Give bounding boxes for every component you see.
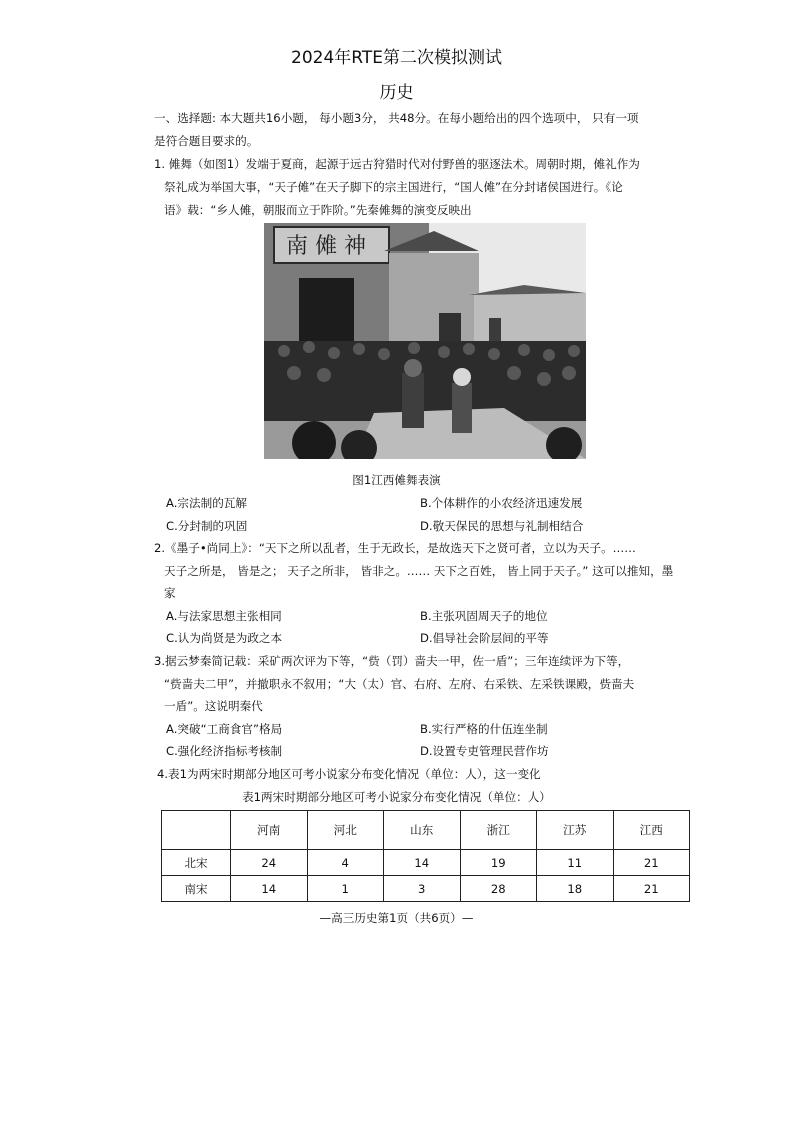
q3-option-c[interactable]: C.强化经济指标考核制	[166, 744, 283, 758]
table-row-label: 北宋	[162, 850, 231, 876]
table-cell: 14	[231, 876, 308, 902]
q3-stem-line-2: “赀啬夫二甲”，并撤职永不叙用；“大（太）官、右府、左府、右采铁、左采铁课殿，赀啬夫	[164, 677, 635, 691]
table-cell: 18	[537, 876, 614, 902]
table-header-cell: 山东	[384, 811, 461, 850]
figure-1-caption: 图1江西傩舞表演	[352, 473, 441, 487]
q1-stem-line-3: 语》载：“乡人傩，朝服而立于阼阶。”先秦傩舞的演变反映出	[164, 203, 472, 217]
q1-option-a[interactable]: A.宗法制的瓦解	[166, 496, 247, 510]
temple-sign: 南 傩 神	[286, 234, 366, 259]
q3-option-d[interactable]: D.设置专吏管理民营作坊	[420, 744, 549, 758]
table-cell: 19	[460, 850, 537, 876]
table-cell: 3	[384, 876, 461, 902]
table-cell: 1	[307, 876, 384, 902]
table-cell: 21	[613, 850, 690, 876]
table-cell: 28	[460, 876, 537, 902]
q2-stem-line-3: 家	[164, 586, 176, 600]
q2-option-b[interactable]: B.主张巩固周天子的地位	[420, 609, 548, 623]
nuo-dance-photo	[264, 223, 586, 459]
table-row	[162, 876, 690, 902]
q2-stem-line-2: 天子之所是， 皆是之； 天子之所非， 皆非之。…… 天下之百姓， 皆上同于天子。” 这可以推知，墨	[164, 564, 674, 578]
q1-option-b[interactable]: B.个体耕作的小农经济迅速发展	[420, 496, 583, 510]
nuo-dance-photo-drawing	[264, 223, 586, 459]
q1-stem-line-1: 1. 傩舞（如图1）发端于夏商，起源于远古狩猎时代对付野兽的驱逐法术。周朝时期，傩礼作为	[154, 157, 640, 171]
q2-option-d[interactable]: D.倡导社会阶层间的平等	[420, 631, 549, 645]
table-cell: 4	[307, 850, 384, 876]
table-header-row	[162, 811, 690, 850]
table-cell: 14	[384, 850, 461, 876]
q1-option-c[interactable]: C.分封制的巩固	[166, 519, 248, 533]
q4-stem-line-1: 4.表1为两宋时期部分地区可考小说家分布变化情况（单位：人），这一变化	[157, 767, 541, 781]
table-row	[162, 850, 690, 876]
q2-option-a[interactable]: A.与法家思想主张相同	[166, 609, 282, 623]
novelist-distribution-table	[161, 810, 690, 902]
table-1-caption: 表1两宋时期部分地区可考小说家分布变化情况（单位：人）	[242, 790, 551, 804]
table-header-cell: 河南	[231, 811, 308, 850]
q3-stem-line-1: 3.据云梦秦简记载：采矿两次评为下等，“赀（罚）啬夫一甲，佐一盾”；三年连续评为下等，	[154, 654, 630, 668]
table-row-label: 南宋	[162, 876, 231, 902]
section-intro-line-2: 是符合题目要求的。	[154, 134, 259, 148]
q1-option-d[interactable]: D.敬天保民的思想与礼制相结合	[420, 519, 584, 533]
q3-stem-line-3: 一盾”。这说明秦代	[164, 699, 263, 713]
table-cell: 21	[613, 876, 690, 902]
table-cell: 11	[537, 850, 614, 876]
table-header-cell: 江西	[613, 811, 690, 850]
table-header-cell: 江苏	[537, 811, 614, 850]
table-header-cell: 河北	[307, 811, 384, 850]
q1-stem-line-2: 祭礼成为举国大事，“天子傩”在天子脚下的宗主国进行，“国人傩”在分封诸侯国进行。《论	[164, 180, 623, 194]
table-header-cell	[162, 811, 231, 850]
q2-option-c[interactable]: C.认为尚贤是为政之本	[166, 631, 283, 645]
q3-option-b[interactable]: B.实行严格的什伍连坐制	[420, 722, 548, 736]
subject-title: 历史	[379, 83, 414, 103]
section-intro-line-1: 一、选择题: 本大题共16小题， 每小题3分， 共48分。在每小题给出的四个选项中， 只有一项	[154, 111, 639, 125]
q3-option-a[interactable]: A.突破“工商食官”格局	[166, 722, 283, 736]
table-cell: 24	[231, 850, 308, 876]
exam-title: 2024年RTE第二次模拟测试	[291, 48, 502, 68]
table-header-cell: 浙江	[460, 811, 537, 850]
page-footer: —高三历史第1页（共6页）—	[319, 911, 474, 925]
q2-stem-line-1: 2.《墨子•尚同上》：“天下之所以乱者，生于无政长，是故选天下之贤可者，立以为天子。……	[154, 541, 636, 555]
